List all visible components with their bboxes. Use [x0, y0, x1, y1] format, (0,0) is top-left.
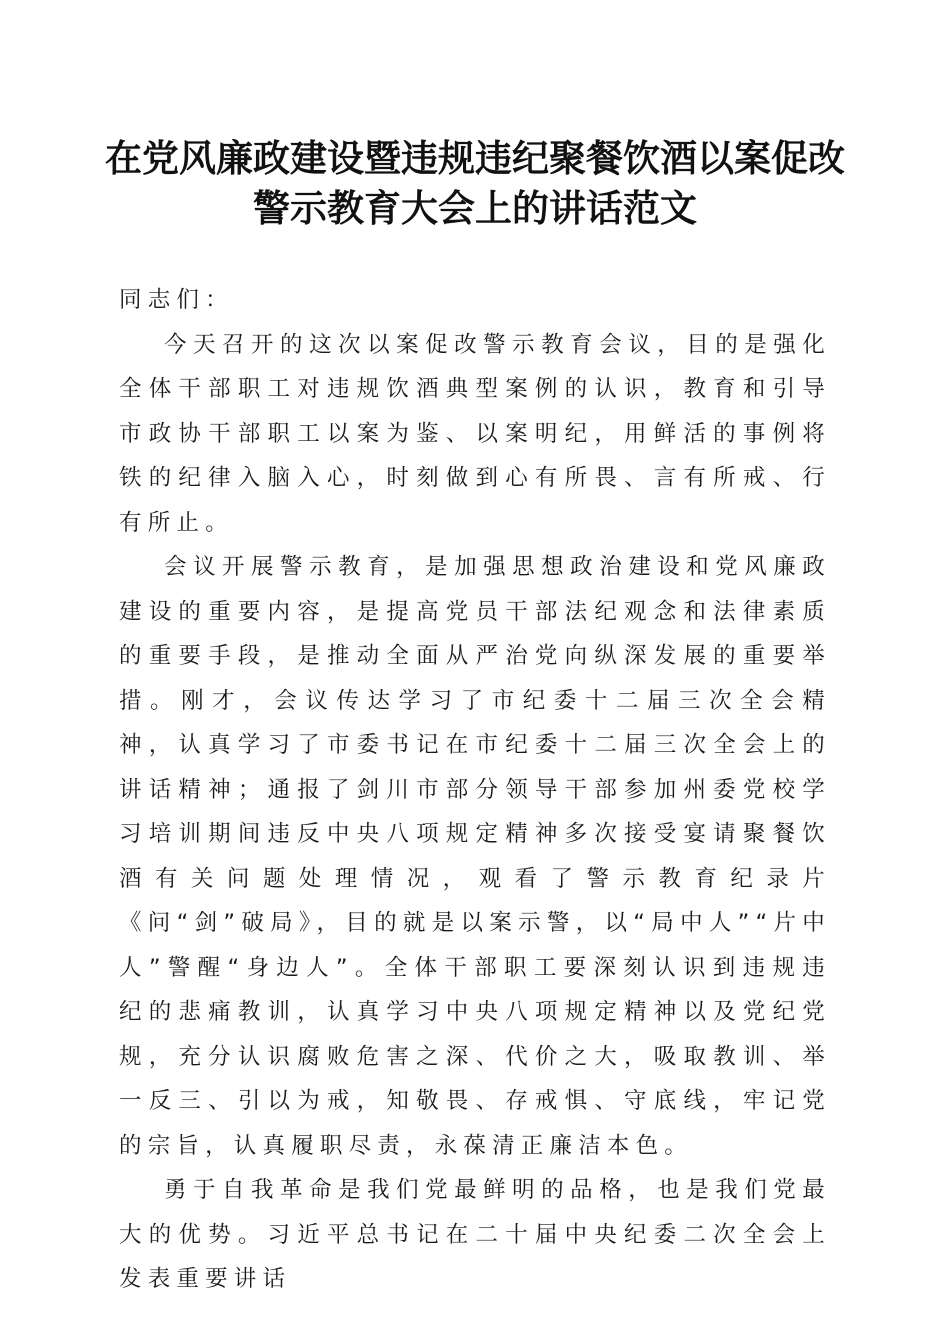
paragraph-3: 勇于自我革命是我们党最鲜明的品格，也是我们党最大的优势。习近平总书记在二十届中央纪委二次全会上发表重要讲话 [119, 1177, 831, 1292]
title-line-1: 在党风廉政建设暨违规违纪聚餐饮酒以案促改 [105, 136, 845, 180]
paragraph-1: 今天召开的这次以案促改警示教育会议，目的是强化全体干部职工对违规饮酒典型案例的认识，教育和引导市政协干部职工以案为鉴、以案明纪，用鲜活的事例将铁的纪律入脑入心，时刻做到心有所畏、言有所戒、行有所止。 [119, 331, 831, 536]
document-title [100, 133, 850, 233]
document-body [119, 278, 831, 1302]
paragraph-2: 会议开展警示教育，是加强思想政治建设和党风廉政建设的重要内容，是提高党员干部法纪观念和法律素质的重要手段，是推动全面从严治党向纵深发展的重要举措。刚才，会议传达学习了市纪委十二届三次全会精神，认真学习了市委书记在市纪委十二届三次全会上的讲话精神；通报了剑川市部分领导干部参加州委党校学习培训期间违反中央八项规定精神多次接受宴请聚餐饮酒有关问题处理情况，观看了警示教育纪录片《问“剑”破局》，目的就是以案示警，以“局中人”“片中人”警醒“身边人”。全体干部职工要深刻认识到违规违纪的悲痛教训，认真学习中央八项规定精神以及党纪党规，充分认识腐败危害之深、代价之大，吸取教训、举一反三、引以为戒，知敬畏、存戒惧、守底线，牢记党的宗旨，认真履职尽责，永葆清正廉洁本色。 [119, 554, 831, 1159]
greeting: 同志们： [119, 287, 234, 313]
title-line-2: 警示教育大会上的讲话范文 [253, 186, 697, 230]
